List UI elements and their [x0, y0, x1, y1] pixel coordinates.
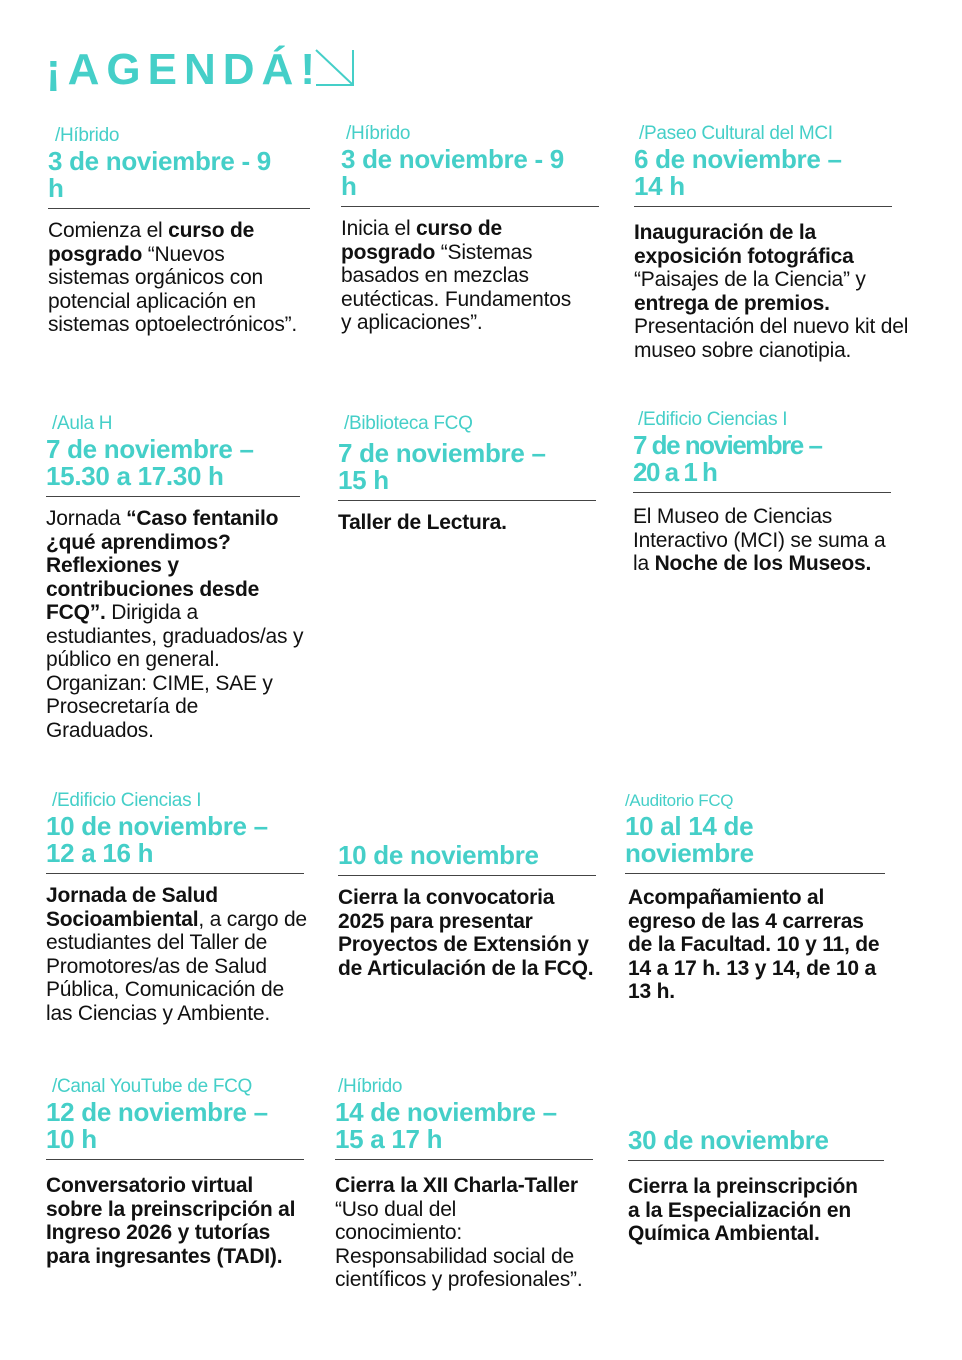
event-card	[338, 412, 596, 535]
description-emphasis: Acompañamiento al egreso de las 4 carreras de la Facultad. 10 y 11, de 14 a 17 h. 13 y 14, de 10 a 13 h.	[628, 886, 880, 1003]
event-location: /Híbrido	[55, 125, 120, 146]
event-description	[46, 1174, 296, 1268]
divider	[46, 496, 300, 497]
event-location: /Canal YouTube de FCQ	[52, 1076, 253, 1097]
event-location: /Híbrido	[346, 123, 411, 144]
event-description	[634, 221, 919, 362]
description-emphasis: “Caso fentanilo ¿qué aprendimos? Reflexiones y contribuciones desde FCQ”.	[46, 507, 279, 624]
event-card	[46, 1075, 304, 1268]
description-emphasis: entrega de premios.	[634, 291, 830, 315]
description-emphasis: Cierra la preinscripción a la Especialización en Química Ambiental.	[628, 1175, 858, 1245]
description-text: Presentación del nuevo kit del museo sobre cianotipia.	[634, 315, 909, 362]
event-description	[335, 1174, 585, 1292]
event-description	[48, 219, 306, 337]
divider	[634, 206, 892, 207]
description-text: “Sistemas basados en mezclas eutécticas. Fundamentos y aplicaciones”.	[341, 240, 572, 334]
event-date: 10 al 14 de noviembre	[625, 811, 754, 868]
arrow-down-right-icon	[314, 48, 358, 88]
description-text: El Museo de Ciencias Interactivo (MCI) se suma a la	[633, 505, 886, 575]
event-date: 3 de noviembre - 9 h	[341, 144, 564, 201]
event-description	[46, 884, 314, 1025]
divider	[46, 1159, 304, 1160]
divider	[335, 1159, 593, 1160]
description-text: “Paisajes de la Ciencia” y	[634, 268, 866, 291]
event-date: 10 de noviembre – 12 a 16 h	[46, 811, 268, 868]
description-text: “Uso dual del conocimiento: Responsabilidad social de científicos y profesionales”.	[335, 1197, 583, 1291]
event-card	[625, 789, 885, 1004]
description-text: Dirigida a estudiantes, graduados/as y público en general. Organizan: CIME, SAE y Prosecretaría de Graduados.	[46, 601, 304, 742]
event-card	[335, 1075, 593, 1292]
event-card	[628, 1127, 884, 1246]
event-location: /Biblioteca FCQ	[344, 413, 473, 434]
event-date: 12 de noviembre – 10 h	[46, 1097, 268, 1154]
description-text: Inicia el	[341, 217, 417, 240]
event-description	[46, 507, 308, 742]
event-card	[46, 789, 307, 1025]
event-card	[46, 412, 304, 742]
description-emphasis: Taller de Lectura.	[338, 511, 507, 534]
event-card	[48, 124, 310, 337]
event-description	[338, 511, 596, 535]
description-emphasis: Jornada de Salud Socioambiental	[46, 884, 218, 931]
description-emphasis: Cierra la XII Charla-Taller	[335, 1174, 578, 1197]
divider	[633, 492, 891, 493]
event-location: /Híbrido	[338, 1076, 403, 1097]
page-title: ¡AGENDÁ!	[46, 45, 322, 94]
description-text: Comienza el	[48, 219, 169, 242]
event-date: 7 de noviembre – 15.30 a 17.30 h	[46, 434, 254, 491]
event-location: /Auditorio FCQ	[625, 791, 734, 810]
event-date: 6 de noviembre – 14 h	[634, 144, 842, 201]
event-card	[633, 408, 891, 576]
event-date: 7 de noviembre – 15 h	[338, 438, 546, 495]
event-description	[341, 217, 581, 335]
description-text: “Nuevos sistemas orgánicos con potencial aplicación en sistemas optoelectrónicos”.	[48, 242, 298, 336]
event-location: /Edificio Ciencias I	[52, 790, 202, 811]
event-location: /Edificio Ciencias I	[638, 409, 788, 430]
description-emphasis: Noche de los Museos.	[654, 552, 872, 575]
event-description	[628, 1175, 868, 1246]
event-date: 30 de noviembre	[628, 1125, 829, 1155]
event-card	[634, 122, 909, 362]
description-emphasis: Cierra la convocatoria 2025 para presentar Proyectos de Extensión y de Articulación de la FCQ.	[338, 886, 594, 980]
event-description	[625, 886, 890, 1004]
description-text: Jornada	[46, 507, 127, 530]
event-card	[338, 842, 596, 980]
description-text: , a cargo de estudiantes del Taller de Promotores/as de Salud Pública, Comunicación de las Ciencias y Ambiente.	[46, 907, 307, 1025]
event-date: 7 de noviembre – 20 a 1 h	[633, 430, 822, 487]
event-card	[341, 122, 599, 335]
event-location: /Paseo Cultural del MCI	[639, 123, 833, 144]
description-emphasis: Conversatorio virtual sobre la preinscripción al Ingreso 2026 y tutorías para ingresantes (TADI).	[46, 1174, 296, 1268]
event-date: 3 de noviembre - 9 h	[48, 146, 271, 203]
event-location: /Aula H	[52, 413, 113, 434]
event-description	[633, 505, 891, 576]
divider	[48, 208, 310, 209]
description-emphasis: curso de posgrado	[341, 217, 502, 264]
event-description	[338, 886, 600, 980]
divider	[338, 500, 596, 501]
description-emphasis: Inauguración de la exposición fotográfica	[634, 221, 854, 268]
divider	[628, 1160, 884, 1161]
event-date: 10 de noviembre	[338, 840, 539, 870]
divider	[625, 873, 885, 874]
divider	[338, 875, 596, 876]
divider	[46, 873, 304, 874]
divider	[341, 206, 599, 207]
description-emphasis: curso de posgrado	[48, 219, 255, 266]
event-date: 14 de noviembre – 15 a 17 h	[335, 1097, 557, 1154]
